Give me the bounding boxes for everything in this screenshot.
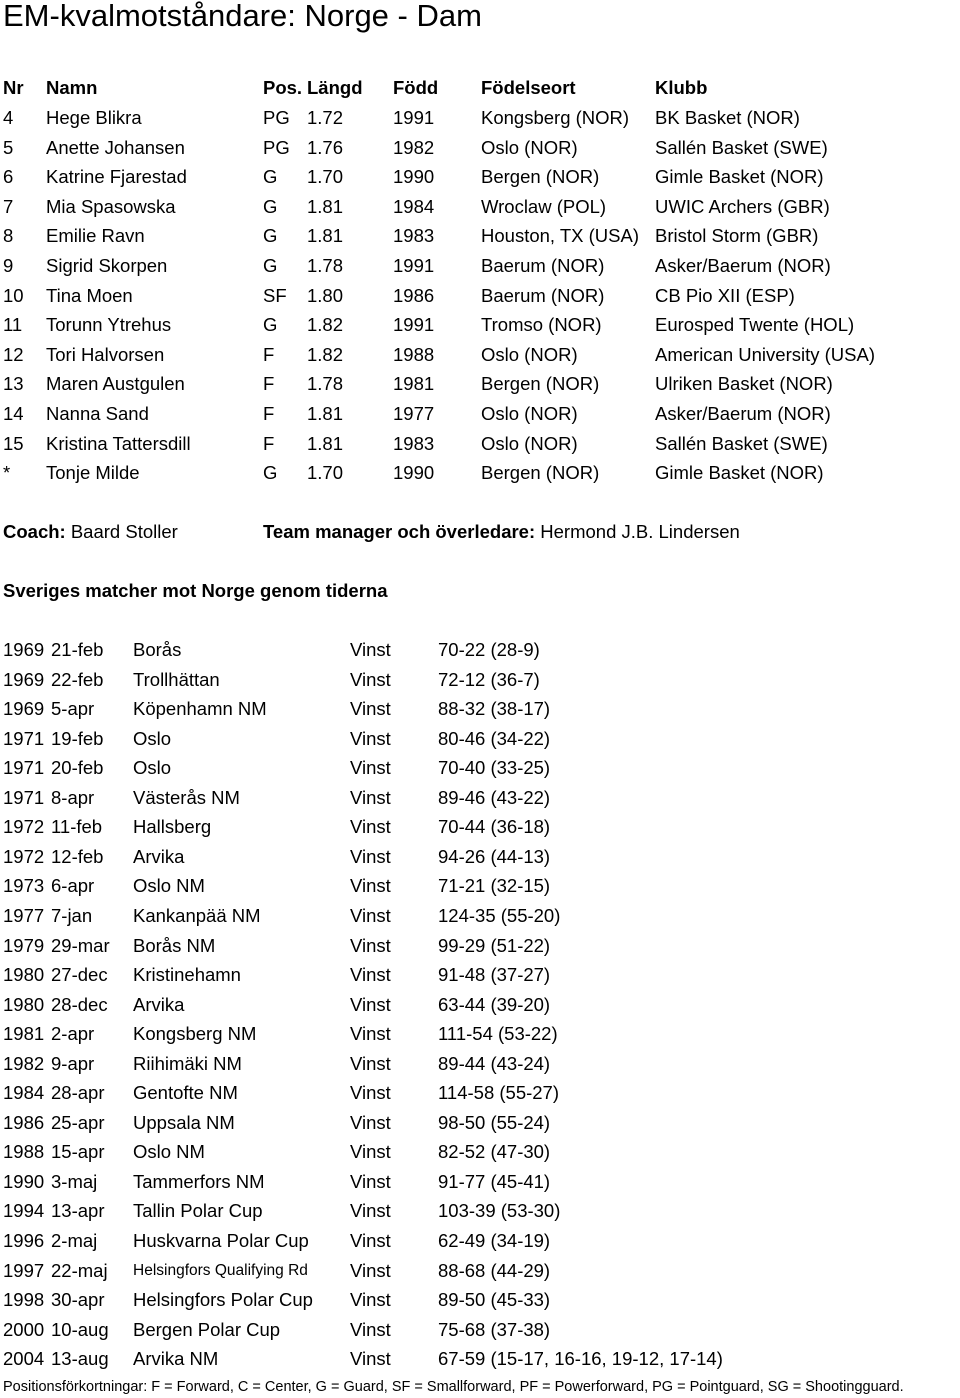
player-birthplace: Oslo (NOR) — [481, 343, 578, 365]
player-pos: G — [263, 225, 278, 247]
match-year: 1996 — [3, 1230, 45, 1251]
header-club: Klubb — [655, 77, 708, 98]
player-born: 1977 — [393, 403, 435, 424]
player-born: 1991 — [393, 255, 435, 276]
header-length: Längd — [307, 77, 363, 98]
player-row — [0, 221, 960, 251]
player-name: Emilie Ravn — [46, 225, 145, 247]
match-year: 1972 — [3, 816, 45, 838]
player-row — [0, 458, 960, 488]
match-venue: Oslo NM — [133, 875, 205, 897]
player-name: Katrine Fjarestad — [46, 166, 187, 188]
match-score: 124-35 (55-20) — [438, 904, 561, 926]
player-pos: G — [263, 255, 278, 276]
match-row — [0, 1226, 960, 1256]
match-score: 82-52 (47-30) — [438, 1141, 551, 1163]
player-birthplace: Baerum (NOR) — [481, 284, 605, 306]
match-row — [0, 1344, 960, 1374]
match-score: 71-21 (32-15) — [438, 875, 551, 897]
player-pos: F — [263, 343, 275, 365]
player-name: Mia Spasowska — [46, 195, 176, 217]
match-date: 20-feb — [51, 757, 104, 779]
manager-name: Hermond J.B. Lindersen — [540, 521, 740, 542]
player-club: Eurosped Twente (HOL) — [655, 314, 855, 336]
manager-label: Team manager och överledare: — [263, 521, 536, 542]
match-score: 103-39 (53-30) — [438, 1200, 561, 1222]
match-row — [0, 960, 960, 990]
match-year: 2000 — [3, 1318, 45, 1340]
match-venue: Helsingfors Polar Cup — [133, 1289, 313, 1311]
player-born: 1981 — [393, 373, 435, 395]
match-score: 75-68 (37-38) — [438, 1318, 551, 1340]
header-born: Född — [393, 77, 439, 98]
match-venue: Kankanpää NM — [133, 904, 261, 926]
player-birthplace: Bergen (NOR) — [481, 166, 600, 188]
match-date: 28-apr — [51, 1082, 105, 1104]
match-date: 11-feb — [51, 816, 103, 838]
match-row — [0, 1108, 960, 1138]
position-footnote: Positionsförkortningar: F = Forward, C = Center, G = Guard, SF = Smallforward, PF = Powerforward, PG = Pointguard, SG = Shootingguard. — [3, 1379, 904, 1395]
match-result: Vinst — [350, 964, 391, 986]
match-result: Vinst — [350, 934, 391, 956]
player-born: 1983 — [393, 432, 435, 454]
match-score: 72-12 (36-7) — [438, 668, 540, 690]
player-pos: SF — [263, 284, 287, 306]
match-date: 13-apr — [51, 1200, 105, 1222]
match-venue: Borås — [133, 639, 182, 660]
match-row — [0, 842, 960, 872]
player-row — [0, 281, 960, 311]
player-row — [0, 162, 960, 192]
match-date: 8-apr — [51, 786, 95, 808]
player-length: 1.78 — [307, 373, 344, 395]
match-date: 21-feb — [51, 639, 104, 660]
player-nr: 6 — [3, 166, 14, 188]
player-birthplace: Oslo (NOR) — [481, 136, 578, 158]
header-nr: Nr — [3, 77, 24, 98]
match-result: Vinst — [350, 786, 391, 808]
coach-label: Coach: — [3, 521, 66, 542]
header-birthplace: Födelseort — [481, 77, 576, 98]
player-born: 1984 — [393, 195, 435, 217]
match-score: 88-32 (38-17) — [438, 698, 551, 720]
match-year: 1971 — [3, 757, 45, 779]
player-length: 1.70 — [307, 166, 344, 188]
player-nr: 14 — [3, 403, 24, 424]
player-birthplace: Oslo (NOR) — [481, 432, 578, 454]
player-nr: 10 — [3, 284, 24, 306]
match-venue: Helsingfors Qualifying Rd — [133, 1261, 308, 1279]
matches-title: Sveriges matcher mot Norge genom tiderna — [3, 580, 388, 601]
header-pos: Pos. — [263, 77, 303, 98]
team-manager — [263, 517, 740, 547]
player-birthplace: Tromso (NOR) — [481, 314, 602, 336]
match-row — [0, 931, 960, 961]
player-length: 1.81 — [307, 195, 344, 217]
match-date: 27-dec — [51, 964, 108, 986]
match-result: Vinst — [350, 1348, 391, 1370]
match-row — [0, 1315, 960, 1345]
match-year: 1990 — [3, 1170, 45, 1192]
match-row — [0, 1285, 960, 1315]
player-pos: G — [263, 195, 278, 217]
match-row — [0, 724, 960, 754]
match-year: 1973 — [3, 875, 45, 897]
match-year: 1979 — [3, 934, 45, 956]
match-year: 1971 — [3, 727, 45, 749]
match-score: 70-44 (36-18) — [438, 816, 551, 838]
match-row — [0, 901, 960, 931]
match-year: 1981 — [3, 1023, 45, 1045]
match-score: 89-46 (43-22) — [438, 786, 551, 808]
match-venue: Oslo — [133, 727, 172, 749]
match-date: 13-aug — [51, 1348, 109, 1370]
player-pos: F — [263, 373, 275, 395]
player-row — [0, 369, 960, 399]
player-club: Ulriken Basket (NOR) — [655, 373, 833, 395]
player-birthplace: Oslo (NOR) — [481, 403, 578, 424]
match-date: 7-jan — [51, 904, 93, 926]
match-venue: Bergen Polar Cup — [133, 1318, 281, 1340]
match-venue: Riihimäki NM — [133, 1052, 242, 1074]
player-club: American University (USA) — [655, 343, 875, 365]
match-year: 1982 — [3, 1052, 45, 1074]
player-row — [0, 340, 960, 370]
player-born: 1982 — [393, 136, 435, 158]
player-club: BK Basket (NOR) — [655, 107, 800, 128]
match-date: 10-aug — [51, 1318, 109, 1340]
player-name: Sigrid Skorpen — [46, 255, 168, 276]
match-score: 70-40 (33-25) — [438, 757, 551, 779]
player-birthplace: Kongsberg (NOR) — [481, 107, 630, 128]
match-score: 91-77 (45-41) — [438, 1170, 551, 1192]
match-row — [0, 990, 960, 1020]
player-club: Gimle Basket (NOR) — [655, 462, 824, 484]
match-result: Vinst — [350, 1318, 391, 1340]
player-club: Gimle Basket (NOR) — [655, 166, 824, 188]
match-venue: Kongsberg NM — [133, 1023, 257, 1045]
match-year: 1969 — [3, 698, 45, 720]
match-score: 80-46 (34-22) — [438, 727, 551, 749]
match-year: 1984 — [3, 1082, 45, 1104]
match-year: 1980 — [3, 993, 45, 1015]
player-length: 1.72 — [307, 107, 344, 128]
player-row — [0, 251, 960, 281]
player-born: 1991 — [393, 107, 435, 128]
match-result: Vinst — [350, 668, 391, 690]
player-birthplace: Bergen (NOR) — [481, 373, 600, 395]
player-pos: F — [263, 403, 275, 424]
player-club: Sallén Basket (SWE) — [655, 432, 828, 454]
player-name: Anette Johansen — [46, 136, 185, 158]
player-pos: F — [263, 432, 275, 454]
match-row — [0, 1196, 960, 1226]
player-name: Tori Halvorsen — [46, 343, 165, 365]
match-date: 19-feb — [51, 727, 104, 749]
player-name: Tina Moen — [46, 284, 133, 306]
match-score: 70-22 (28-9) — [438, 639, 540, 660]
player-name: Torunn Ytrehus — [46, 314, 172, 336]
player-nr: 12 — [3, 343, 24, 365]
match-row — [0, 1256, 960, 1286]
match-row — [0, 694, 960, 724]
match-result: Vinst — [350, 1023, 391, 1045]
player-nr: 5 — [3, 136, 14, 158]
match-date: 5-apr — [51, 698, 95, 720]
page-title: EM-kvalmotståndare: Norge - Dam — [3, 0, 482, 33]
player-born: 1990 — [393, 166, 435, 188]
match-venue: Hallsberg — [133, 816, 212, 838]
match-result: Vinst — [350, 1052, 391, 1074]
match-venue: Uppsala NM — [133, 1111, 235, 1133]
player-name: Tonje Milde — [46, 462, 140, 484]
player-pos: PG — [263, 107, 290, 128]
player-club: Bristol Storm (GBR) — [655, 225, 819, 247]
match-venue: Huskvarna Polar Cup — [133, 1230, 309, 1251]
match-result: Vinst — [350, 1082, 391, 1104]
player-length: 1.82 — [307, 343, 344, 365]
match-score: 114-58 (55-27) — [438, 1082, 560, 1104]
match-score: 67-59 (15-17, 16-16, 19-12, 17-14) — [438, 1348, 723, 1370]
match-result: Vinst — [350, 1259, 391, 1281]
match-venue: Gentofte NM — [133, 1082, 238, 1104]
player-name: Maren Austgulen — [46, 373, 185, 395]
match-row — [0, 783, 960, 813]
match-venue: Arvika — [133, 845, 185, 867]
match-year: 1969 — [3, 639, 45, 660]
match-row — [0, 1167, 960, 1197]
player-length: 1.81 — [307, 225, 344, 247]
match-result: Vinst — [350, 875, 391, 897]
match-date: 9-apr — [51, 1052, 95, 1074]
match-venue: Tammerfors NM — [133, 1170, 265, 1192]
match-row — [0, 665, 960, 695]
match-result: Vinst — [350, 1141, 391, 1163]
match-venue: Oslo — [133, 757, 172, 779]
player-length: 1.80 — [307, 284, 344, 306]
player-club: Sallén Basket (SWE) — [655, 136, 828, 158]
match-result: Vinst — [350, 639, 391, 660]
match-year: 1988 — [3, 1141, 45, 1163]
player-nr: 15 — [3, 432, 24, 454]
match-venue: Tallin Polar Cup — [133, 1200, 263, 1222]
match-row — [0, 1049, 960, 1079]
player-club: UWIC Archers (GBR) — [655, 195, 830, 217]
match-row — [0, 1137, 960, 1167]
match-year: 1969 — [3, 668, 45, 690]
match-result: Vinst — [350, 1170, 391, 1192]
match-year: 1998 — [3, 1289, 45, 1311]
player-length: 1.70 — [307, 462, 344, 484]
player-birthplace: Houston, TX (USA) — [481, 225, 639, 247]
match-venue: Arvika — [133, 993, 185, 1015]
match-date: 2-maj — [51, 1230, 98, 1251]
match-year: 1994 — [3, 1200, 45, 1222]
match-score: 91-48 (37-27) — [438, 964, 551, 986]
match-year: 1997 — [3, 1259, 45, 1281]
player-row — [0, 429, 960, 459]
match-date: 22-maj — [51, 1259, 108, 1281]
player-club: Asker/Baerum (NOR) — [655, 255, 831, 276]
match-date: 28-dec — [51, 993, 108, 1015]
match-score: 88-68 (44-29) — [438, 1259, 551, 1281]
player-row — [0, 399, 960, 429]
match-result: Vinst — [350, 1289, 391, 1311]
match-date: 30-apr — [51, 1289, 105, 1311]
player-birthplace: Bergen (NOR) — [481, 462, 600, 484]
match-date: 3-maj — [51, 1170, 98, 1192]
match-result: Vinst — [350, 845, 391, 867]
match-venue: Kristinehamn — [133, 964, 241, 986]
match-date: 15-apr — [51, 1141, 105, 1163]
match-result: Vinst — [350, 757, 391, 779]
match-venue: Trollhättan — [133, 668, 220, 690]
match-date: 6-apr — [51, 875, 95, 897]
player-birthplace: Wroclaw (POL) — [481, 195, 607, 217]
player-birthplace: Baerum (NOR) — [481, 255, 605, 276]
player-name: Kristina Tattersdill — [46, 432, 191, 454]
match-score: 111-54 (53-22) — [438, 1023, 558, 1045]
player-pos: G — [263, 314, 278, 336]
player-length: 1.81 — [307, 432, 344, 454]
match-date: 25-apr — [51, 1111, 105, 1133]
player-pos: G — [263, 462, 278, 484]
player-row — [0, 133, 960, 163]
match-result: Vinst — [350, 698, 391, 720]
player-name: Hege Blikra — [46, 107, 142, 128]
match-year: 1971 — [3, 786, 45, 808]
match-date: 2-apr — [51, 1023, 95, 1045]
player-pos: G — [263, 166, 278, 188]
match-result: Vinst — [350, 1111, 391, 1133]
match-score: 89-50 (45-33) — [438, 1289, 551, 1311]
match-score: 98-50 (55-24) — [438, 1111, 551, 1133]
match-year: 1986 — [3, 1111, 45, 1133]
player-length: 1.82 — [307, 314, 344, 336]
match-score: 94-26 (44-13) — [438, 845, 551, 867]
coach — [3, 517, 178, 547]
match-venue: Västerås NM — [133, 786, 240, 808]
match-venue: Köpenhamn NM — [133, 698, 267, 720]
match-venue: Arvika NM — [133, 1348, 219, 1370]
player-born: 1986 — [393, 284, 435, 306]
player-name: Nanna Sand — [46, 403, 149, 424]
player-row — [0, 103, 960, 133]
match-score: 89-44 (43-24) — [438, 1052, 551, 1074]
coach-name: Baard Stoller — [70, 521, 178, 542]
match-score: 99-29 (51-22) — [438, 934, 551, 956]
player-born: 1991 — [393, 314, 435, 336]
match-date: 12-feb — [51, 845, 104, 867]
player-length: 1.78 — [307, 255, 344, 276]
match-result: Vinst — [350, 727, 391, 749]
player-nr: 8 — [3, 225, 14, 247]
match-year: 2004 — [3, 1348, 45, 1370]
match-result: Vinst — [350, 904, 391, 926]
match-result: Vinst — [350, 1200, 391, 1222]
match-row — [0, 1019, 960, 1049]
match-date: 29-mar — [51, 934, 110, 956]
match-result: Vinst — [350, 816, 391, 838]
header-name: Namn — [46, 77, 98, 98]
player-nr: * — [3, 462, 11, 484]
match-score: 63-44 (39-20) — [438, 993, 551, 1015]
player-nr: 9 — [3, 255, 14, 276]
match-venue: Borås NM — [133, 934, 216, 956]
match-result: Vinst — [350, 993, 391, 1015]
match-year: 1980 — [3, 964, 45, 986]
player-row — [0, 192, 960, 222]
player-nr: 7 — [3, 195, 14, 217]
match-date: 22-feb — [51, 668, 104, 690]
match-year: 1972 — [3, 845, 45, 867]
match-year: 1977 — [3, 904, 45, 926]
player-nr: 13 — [3, 373, 24, 395]
player-nr: 11 — [3, 314, 23, 336]
match-row — [0, 635, 960, 665]
player-born: 1988 — [393, 343, 435, 365]
match-score: 62-49 (34-19) — [438, 1230, 551, 1251]
player-born: 1983 — [393, 225, 435, 247]
player-club: Asker/Baerum (NOR) — [655, 403, 831, 424]
player-nr: 4 — [3, 107, 14, 128]
match-row — [0, 1078, 960, 1108]
match-result: Vinst — [350, 1230, 391, 1251]
player-length: 1.76 — [307, 136, 344, 158]
player-length: 1.81 — [307, 403, 344, 424]
player-born: 1990 — [393, 462, 435, 484]
match-row — [0, 812, 960, 842]
player-club: CB Pio XII (ESP) — [655, 284, 795, 306]
player-pos: PG — [263, 136, 290, 158]
player-row — [0, 310, 960, 340]
roster-header-row — [0, 73, 960, 103]
match-row — [0, 871, 960, 901]
match-row — [0, 753, 960, 783]
match-venue: Oslo NM — [133, 1141, 205, 1163]
